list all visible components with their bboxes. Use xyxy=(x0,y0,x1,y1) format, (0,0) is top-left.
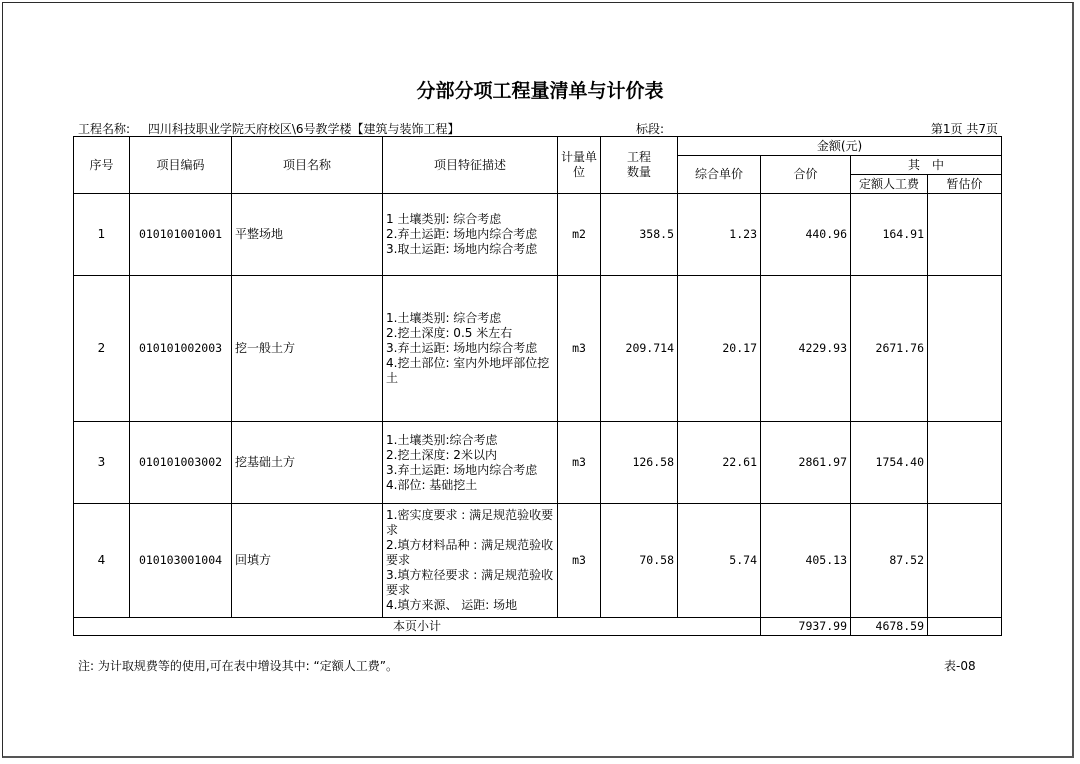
header-qty: 工程数量 xyxy=(601,137,678,194)
bill-table xyxy=(73,136,1002,636)
row-desc: 1.土壤类别:综合考虑 2.挖土深度: 2米以内 3.弃土运距: 场地内综合考虑 4.部位: 基础挖土 xyxy=(383,422,558,504)
row-labor: 87.52 xyxy=(851,504,928,618)
row-qty: 358.5 xyxy=(601,194,678,276)
row-desc: 1 土壤类别: 综合考虑 2.弃土运距: 场地内综合考虑 3.取土运距: 场地内综合考虑 xyxy=(383,194,558,276)
row-qty: 70.58 xyxy=(601,504,678,618)
row-unit-price: 22.61 xyxy=(678,422,761,504)
header-amount: 金额(元) xyxy=(678,137,1002,156)
row-total: 4229.93 xyxy=(761,276,851,422)
section-label: 标段: xyxy=(636,122,665,136)
row-labor: 164.91 xyxy=(851,194,928,276)
row-unit: m3 xyxy=(558,504,601,618)
row-desc: 1.密实度要求 : 满足规范验收要求 2.填方材料品种 : 满足规范验收要求 3.填方粒径要求 : 满足规范验收要求 4.填方来源、 运距: 场地 xyxy=(383,504,558,618)
row-labor: 2671.76 xyxy=(851,276,928,422)
row-provisional xyxy=(928,276,1002,422)
row-labor: 1754.40 xyxy=(851,422,928,504)
row-seq: 1 xyxy=(74,194,130,276)
row-unit: m3 xyxy=(558,276,601,422)
header-labor: 定额人工费 xyxy=(851,175,928,194)
header-name: 项目名称 xyxy=(232,137,383,194)
row-total: 2861.97 xyxy=(761,422,851,504)
header-unit-price: 综合单价 xyxy=(678,156,761,194)
row-name: 挖一般土方 xyxy=(232,276,383,422)
row-desc: 1.土壤类别: 综合考虑 2.挖土深度: 0.5 米左右 3.弃土运距: 场地内综合考虑 4.挖土部位: 室内外地坪部位挖土 xyxy=(383,276,558,422)
subtotal-row xyxy=(74,618,1002,636)
row-unit-price: 20.17 xyxy=(678,276,761,422)
table-row xyxy=(74,422,1002,504)
header-desc: 项目特征描述 xyxy=(383,137,558,194)
header-unit: 计量单位 xyxy=(558,137,601,194)
subtotal-labor: 4678.59 xyxy=(851,618,928,636)
row-code: 010101003002 xyxy=(130,422,232,504)
subtotal-total: 7937.99 xyxy=(761,618,851,636)
row-code: 010101001001 xyxy=(130,194,232,276)
page-title: 分部分项工程量清单与计价表 xyxy=(416,80,664,102)
row-unit: m3 xyxy=(558,422,601,504)
header-total: 合价 xyxy=(761,156,851,194)
subtotal-label: 本页小计 xyxy=(74,618,761,636)
table-row xyxy=(74,194,1002,276)
footnote: 注: 为计取规费等的使用,可在表中增设其中: “定额人工费”。 xyxy=(78,659,398,673)
row-unit-price: 5.74 xyxy=(678,504,761,618)
project-name: 四川科技职业学院天府校区\6号教学楼【建筑与装饰工程】 xyxy=(147,122,460,136)
project-label: 工程名称: xyxy=(78,122,131,136)
header-provisional: 暂估价 xyxy=(928,175,1002,194)
row-name: 平整场地 xyxy=(232,194,383,276)
header-of-which: 其 中 xyxy=(851,156,1002,175)
row-unit: m2 xyxy=(558,194,601,276)
row-seq: 3 xyxy=(74,422,130,504)
page-info: 第1页 共7页 xyxy=(930,122,998,136)
subtotal-provisional xyxy=(928,618,1002,636)
row-name: 挖基础土方 xyxy=(232,422,383,504)
row-provisional xyxy=(928,504,1002,618)
row-name: 回填方 xyxy=(232,504,383,618)
form-number: 表-08 xyxy=(944,659,976,673)
row-seq: 4 xyxy=(74,504,130,618)
header-row-1 xyxy=(74,137,1002,156)
row-code: 010103001004 xyxy=(130,504,232,618)
row-provisional xyxy=(928,194,1002,276)
table-row xyxy=(74,276,1002,422)
row-code: 010101002003 xyxy=(130,276,232,422)
row-qty: 209.714 xyxy=(601,276,678,422)
row-total: 405.13 xyxy=(761,504,851,618)
row-total: 440.96 xyxy=(761,194,851,276)
row-unit-price: 1.23 xyxy=(678,194,761,276)
project-info xyxy=(78,120,460,137)
row-seq: 2 xyxy=(74,276,130,422)
header-code: 项目编码 xyxy=(130,137,232,194)
header-seq: 序号 xyxy=(74,137,130,194)
row-qty: 126.58 xyxy=(601,422,678,504)
row-provisional xyxy=(928,422,1002,504)
table-row xyxy=(74,504,1002,618)
